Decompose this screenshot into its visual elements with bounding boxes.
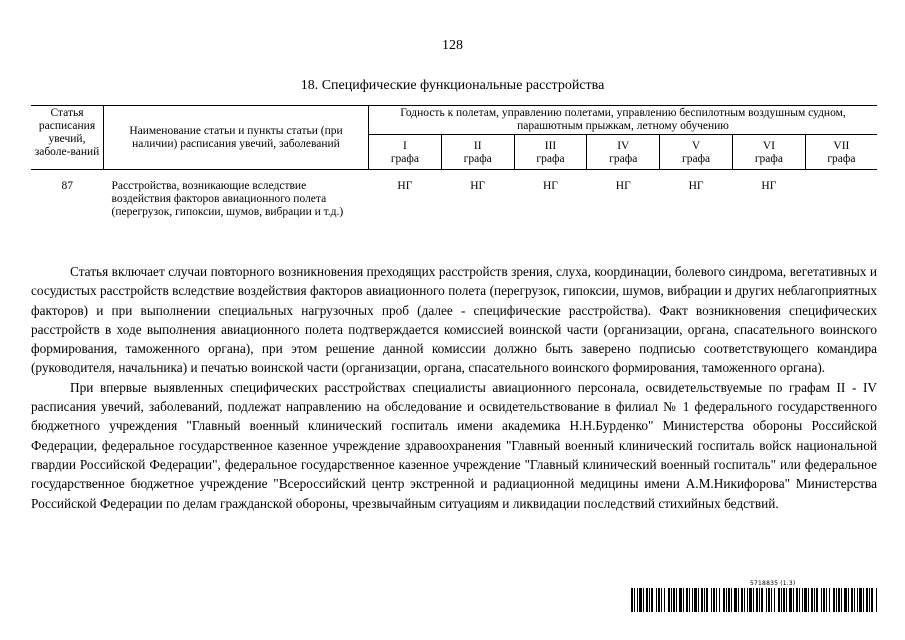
paragraph: Статья включает случаи повторного возникновения преходящих расстройств зрения, слуха, координации, болевого синдрома, вегетативных и сосудистых расстройств вследствие воздействия факторов авиационного полета (перегрузок, гипоксии, шумов, вибрации и других неблагоприятных факторов) и при выполнении специальных нагрузочных проб (далее - специфические расстройства). Факт возникновения специфических расстройств в ходе выполнения авиационного полета подтверждается комиссией воинской части (организации, органа, спасательного воинского формирования, таможенного органа), при этом решение данной комиссии должно быть заверено подписью соответствующего командира (руководителя, начальника) и печатью воинской части (организации, органа, спасательного воинского формирования, таможенного органа). [31,264,877,376]
row-article-name: Расстройства, возникающие вследствие воздействия факторов авиационного полета (перегрузок, гипоксии, шумов, вибрации и т.д.) [111,180,344,218]
row-mark-1: НГ [397,180,413,192]
column-header-6: VI графа [732,135,805,170]
column-header-2: II графа [441,135,514,170]
column-header-5: V графа [660,135,733,170]
row-mark-7 [805,170,877,221]
column-header-3: III графа [514,135,587,170]
header-article: Статья расписания увечий, заболе-ваний [31,106,104,170]
row-mark-5: НГ [688,180,704,192]
row-mark-4: НГ [615,180,631,192]
section-title: 18. Специфические функциональные расстройства [300,78,605,93]
page-number: 128 [442,38,463,53]
body-text [31,262,877,513]
header-fitness: Годность к полетам, управлению полетами, управлению беспилотным воздушным судном, парашютным прыжкам, летному обучению [369,106,878,135]
row-mark-3: НГ [543,180,558,192]
table-row [31,170,877,221]
column-header-4: IV графа [587,135,660,170]
row-mark-6: НГ [761,180,777,192]
row-mark-2: НГ [470,180,486,192]
schedule-table [31,105,877,220]
row-article-number: 87 [61,180,73,192]
column-header-1: I графа [369,135,442,170]
barcode-number: 5718835 (1.3) [750,580,796,587]
header-name: Наименование статьи и пункты статьи (при наличии) расписания увечий, заболеваний [104,106,369,170]
paragraph: При впервые выявленных специфических расстройствах специалисты авиационного персонала, освидетельствуемые по графам II - IV расписания увечий, заболеваний, подлежат направлению на обследование и освидетельствование в филиал № 1 федерального государственного бюджетного учреждения "Главный военный клинический госпиталь имени академика Н.Н.Бурденко" Министерства обороны Российской Федерации, федеральное государственное казенное учреждение здравоохранения "Главный военный клинический госпиталь войск национальной гвардии Российской Федерации", федеральное государственное казенное учреждение "Главный клинический военный госпиталь" или федеральное государственное бюджетное учреждение "Всероссийский центр экстренной и радиационной медицины имени А.М.Никифорова" Министерства Российской Федерации по делам гражданской обороны, чрезвычайным ситуациям и ликвидации последствий стихийных бедствий. [31,379,877,511]
column-header-7: VII графа [805,135,877,170]
barcode [631,588,877,612]
